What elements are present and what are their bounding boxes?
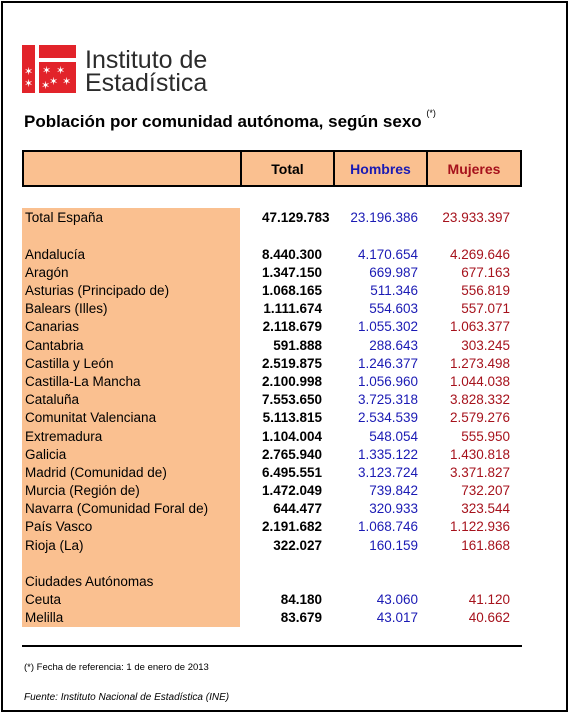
footnote: (*) Fecha de referencia: 1 de enero de 2013 <box>24 662 209 673</box>
row-label: Balears (Illes) <box>25 301 108 316</box>
header-hombres: Hombres <box>333 150 428 187</box>
table-row <box>22 337 522 355</box>
row-label: País Vasco <box>25 519 93 534</box>
row-mujeres: 40.662 <box>468 610 510 625</box>
table-row <box>22 537 522 555</box>
row-hombres: 1.068.746 <box>357 519 418 534</box>
row-label: Melilla <box>25 610 64 625</box>
table-row <box>22 609 522 627</box>
row-hombres: 3.123.724 <box>357 465 418 480</box>
row-total: 2.100.998 <box>262 374 323 389</box>
table-row <box>22 318 522 336</box>
table-row <box>22 209 522 227</box>
row-mujeres: 556.819 <box>461 283 510 298</box>
row-total: 5.113.815 <box>262 410 322 425</box>
table-row <box>22 573 522 591</box>
row-hombres: 669.987 <box>369 265 418 280</box>
row-label: Andalucía <box>25 247 86 262</box>
row-total: 2.765.940 <box>262 447 323 462</box>
row-hombres: 23.196.386 <box>350 210 418 225</box>
row-label: Madrid (Comunidad de) <box>25 465 167 480</box>
row-label: Aragón <box>25 265 69 280</box>
row-label: Cantabria <box>25 338 84 353</box>
table-row <box>22 464 522 482</box>
row-total: 591.888 <box>273 338 322 353</box>
row-mujeres: 23.933.397 <box>442 210 510 225</box>
row-total: 7.553.650 <box>262 392 323 407</box>
row-hombres: 43.060 <box>376 592 418 607</box>
row-mujeres: 677.163 <box>461 265 510 280</box>
row-hombres: 1.056.960 <box>357 374 418 389</box>
row-label: Castilla y León <box>25 356 114 371</box>
table-row <box>22 409 522 427</box>
row-label: Ceuta <box>25 592 62 607</box>
row-label: Ciudades Autónomas <box>25 574 154 589</box>
logo-bar-horizontal <box>39 58 76 62</box>
table-bottom-rule <box>22 645 522 647</box>
row-hombres: 160.159 <box>369 538 418 553</box>
row-mujeres: 557.071 <box>461 301 510 316</box>
table-row <box>22 282 522 300</box>
institution-name-line1: Instituto de <box>85 46 208 74</box>
row-label: Extremadura <box>25 429 103 444</box>
row-mujeres: 2.579.276 <box>449 410 510 425</box>
row-total: 6.495.551 <box>262 465 323 480</box>
row-label: Galicia <box>25 447 67 462</box>
row-total: 47.129.783 <box>262 210 330 225</box>
row-total: 2.118.679 <box>262 319 322 334</box>
row-mujeres: 41.120 <box>468 592 510 607</box>
row-label: Total España <box>25 210 104 225</box>
title-text: Población por comunidad autónoma, según sexo <box>24 112 422 131</box>
row-hombres: 554.603 <box>369 301 418 316</box>
row-label: Canarias <box>25 319 80 334</box>
row-total: 83.679 <box>280 610 322 625</box>
row-hombres: 1.335.122 <box>357 447 418 462</box>
row-label: Murcia (Región de) <box>25 483 140 498</box>
row-label: Cataluña <box>25 392 80 407</box>
row-mujeres: 303.245 <box>461 338 510 353</box>
row-total: 84.180 <box>280 592 322 607</box>
table-row <box>22 355 522 373</box>
table-row <box>22 391 522 409</box>
row-hombres: 1.246.377 <box>357 356 418 371</box>
table-header <box>22 150 520 190</box>
logo-star-icon: ✶ <box>24 77 34 90</box>
row-label: Castilla-La Mancha <box>25 374 141 389</box>
table-row <box>22 246 522 264</box>
row-label: Rioja (La) <box>25 538 84 553</box>
logo-star-icon: ✶ <box>49 75 59 88</box>
page-title <box>24 108 436 132</box>
row-hombres: 3.725.318 <box>357 392 418 407</box>
row-label: Asturias (Principado de) <box>25 283 170 298</box>
table-row <box>22 482 522 500</box>
header-mujeres: Mujeres <box>426 150 522 187</box>
row-hombres: 739.842 <box>369 483 418 498</box>
row-total: 1.111.674 <box>263 301 322 316</box>
logo-star-icon: ✶ <box>24 65 34 78</box>
row-mujeres: 555.950 <box>461 429 510 444</box>
header-total: Total <box>240 150 335 187</box>
row-hombres: 2.534.539 <box>357 410 418 425</box>
logo-star-icon: ✶ <box>56 64 66 77</box>
table-row <box>22 264 522 282</box>
logo-star-icon: ✶ <box>62 75 72 88</box>
header-label-cell <box>22 150 242 187</box>
ine-logo <box>22 45 76 93</box>
row-total: 1.472.049 <box>262 483 323 498</box>
row-total: 1.347.150 <box>262 265 323 280</box>
table-row <box>22 446 522 464</box>
logo-bar-vertical <box>35 45 39 93</box>
table-row <box>22 500 522 518</box>
row-hombres: 511.346 <box>370 283 418 298</box>
row-hombres: 43.017 <box>376 610 418 625</box>
row-mujeres: 3.828.332 <box>449 392 510 407</box>
row-mujeres: 3.371.827 <box>449 465 510 480</box>
row-hombres: 288.643 <box>369 338 418 353</box>
row-mujeres: 1.044.038 <box>449 374 510 389</box>
institution-name-line2: Estadística <box>85 69 208 97</box>
row-total: 1.068.165 <box>262 283 323 298</box>
row-label: Comunitat Valenciana <box>25 410 157 425</box>
row-mujeres: 1.063.377 <box>449 319 510 334</box>
row-hombres: 548.054 <box>369 429 418 444</box>
row-mujeres: 1.273.498 <box>449 356 510 371</box>
row-mujeres: 1.122.936 <box>449 519 510 534</box>
table-row <box>22 428 522 446</box>
title-footnote-marker: (*) <box>426 108 436 119</box>
row-total: 322.027 <box>273 538 322 553</box>
row-total: 1.104.004 <box>262 429 323 444</box>
row-label: Navarra (Comunidad Foral de) <box>25 501 209 516</box>
table-row <box>22 300 522 318</box>
row-hombres: 4.170.654 <box>357 247 418 262</box>
row-mujeres: 323.544 <box>461 501 510 516</box>
source-note: Fuente: Instituto Nacional de Estadística (INE) <box>24 692 230 703</box>
institution-name <box>85 46 208 97</box>
row-total: 2.191.682 <box>262 519 323 534</box>
table-row <box>22 373 522 391</box>
row-hombres: 320.933 <box>369 501 418 516</box>
row-hombres: 1.055.302 <box>357 319 418 334</box>
logo-star-icon: ✶ <box>41 79 51 92</box>
row-mujeres: 4.269.646 <box>449 247 510 262</box>
table-row <box>22 591 522 609</box>
logo-star-icon: ✶ <box>42 64 52 77</box>
row-mujeres: 161.868 <box>461 538 510 553</box>
row-total: 2.519.875 <box>262 356 323 371</box>
row-mujeres: 1.430.818 <box>449 447 510 462</box>
row-mujeres: 732.207 <box>461 483 510 498</box>
row-total: 8.440.300 <box>262 247 323 262</box>
row-total: 644.477 <box>273 501 322 516</box>
table-row <box>22 518 522 536</box>
